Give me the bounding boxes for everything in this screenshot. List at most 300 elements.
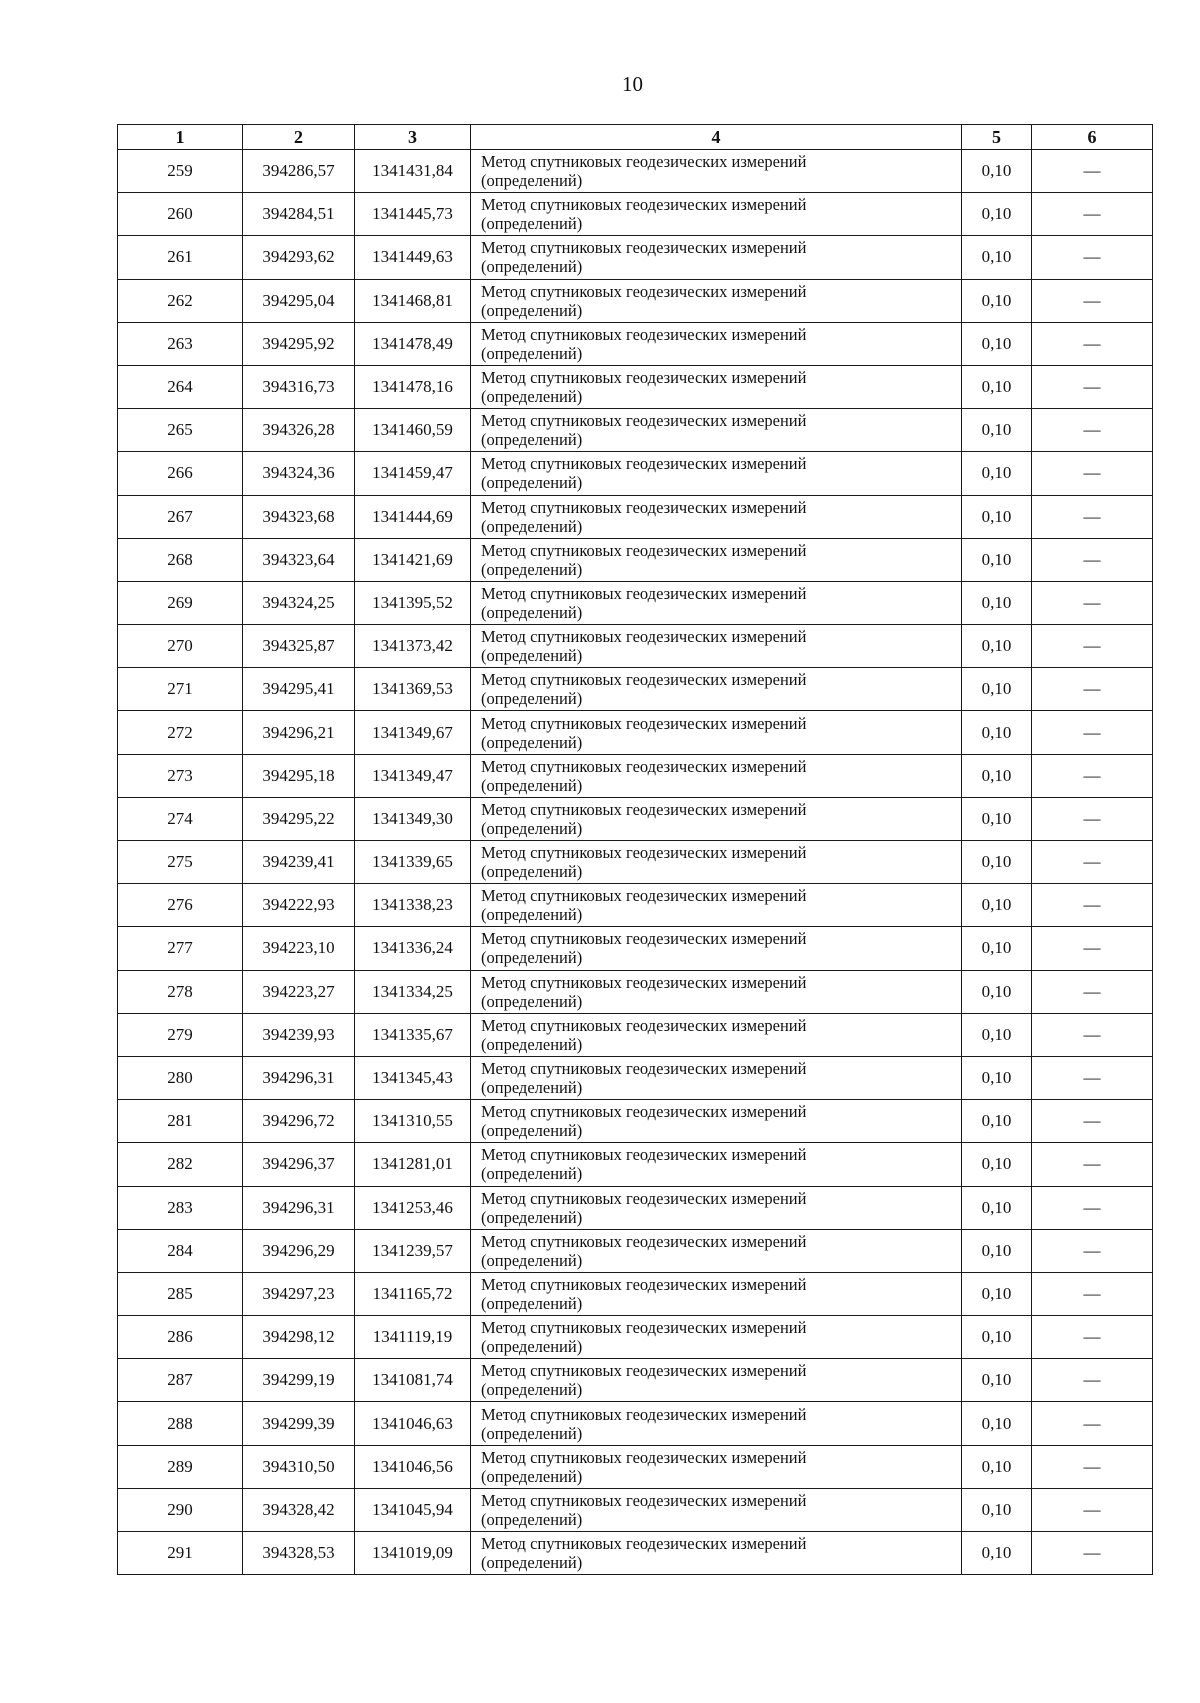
method-text-line-1: Метод спутниковых геодезических измерений: [481, 1490, 807, 1510]
method-cell: [471, 452, 962, 495]
table-row: [118, 1143, 1153, 1186]
column-6-cell: —: [1032, 1488, 1153, 1531]
method-text-line-2: (определений): [481, 1553, 583, 1573]
accuracy-cell: 0,10: [962, 625, 1032, 668]
method-cell: [471, 668, 962, 711]
x-coordinate-cell: 394295,41: [243, 668, 355, 711]
y-coordinate-cell: 1341335,67: [355, 1013, 471, 1056]
method-text-line-2: (определений): [481, 171, 583, 191]
method-cell: [471, 279, 962, 322]
method-text-line-2: (определений): [481, 732, 583, 752]
column-6-cell: —: [1032, 452, 1153, 495]
table-row: [118, 1316, 1153, 1359]
method-text-line-1: Метод спутниковых геодезических измерений: [481, 1015, 807, 1035]
table-row: [118, 625, 1153, 668]
column-6-cell: —: [1032, 538, 1153, 581]
method-text-line-2: (определений): [481, 1121, 583, 1141]
x-coordinate-cell: 394328,53: [243, 1532, 355, 1575]
point-number-cell: 289: [118, 1445, 243, 1488]
method-text-line-2: (определений): [481, 689, 583, 709]
method-text-line-1: Метод спутниковых геодезических измерений: [481, 1318, 807, 1338]
accuracy-cell: 0,10: [962, 1100, 1032, 1143]
table-body: [118, 150, 1153, 1575]
y-coordinate-cell: 1341445,73: [355, 193, 471, 236]
method-text-line-2: (определений): [481, 387, 583, 407]
y-coordinate-cell: 1341349,47: [355, 754, 471, 797]
x-coordinate-cell: 394297,23: [243, 1272, 355, 1315]
point-number-cell: 281: [118, 1100, 243, 1143]
table-row: [118, 581, 1153, 624]
method-cell: [471, 1100, 962, 1143]
x-coordinate-cell: 394323,64: [243, 538, 355, 581]
method-text-line-1: Метод спутниковых геодезических измерений: [481, 583, 807, 603]
point-number-cell: 268: [118, 538, 243, 581]
method-text-line-2: (определений): [481, 1207, 583, 1227]
accuracy-cell: 0,10: [962, 1272, 1032, 1315]
table-row: [118, 711, 1153, 754]
y-coordinate-cell: 1341019,09: [355, 1532, 471, 1575]
column-6-cell: —: [1032, 1056, 1153, 1099]
column-6-cell: —: [1032, 279, 1153, 322]
x-coordinate-cell: 394296,29: [243, 1229, 355, 1272]
method-text-line-2: (определений): [481, 1509, 583, 1529]
method-cell: [471, 970, 962, 1013]
method-text-line-2: (определений): [481, 991, 583, 1011]
x-coordinate-cell: 394223,10: [243, 927, 355, 970]
column-6-cell: —: [1032, 1186, 1153, 1229]
accuracy-cell: 0,10: [962, 668, 1032, 711]
x-coordinate-cell: 394296,37: [243, 1143, 355, 1186]
method-text-line-2: (определений): [481, 818, 583, 838]
point-number-cell: 270: [118, 625, 243, 668]
page-number: 10: [622, 72, 643, 96]
x-coordinate-cell: 394310,50: [243, 1445, 355, 1488]
method-cell: [471, 1445, 962, 1488]
y-coordinate-cell: 1341459,47: [355, 452, 471, 495]
table-row: [118, 236, 1153, 279]
table-row: [118, 279, 1153, 322]
point-number-cell: 263: [118, 322, 243, 365]
method-text-line-1: Метод спутниковых геодезических измерений: [481, 497, 807, 517]
point-number-cell: 260: [118, 193, 243, 236]
method-text-line-2: (определений): [481, 473, 583, 493]
accuracy-cell: 0,10: [962, 1532, 1032, 1575]
x-coordinate-cell: 394239,93: [243, 1013, 355, 1056]
y-coordinate-cell: 1341468,81: [355, 279, 471, 322]
table-row: [118, 927, 1153, 970]
point-number-cell: 279: [118, 1013, 243, 1056]
accuracy-cell: 0,10: [962, 538, 1032, 581]
x-coordinate-cell: 394223,27: [243, 970, 355, 1013]
accuracy-cell: 0,10: [962, 322, 1032, 365]
point-number-cell: 285: [118, 1272, 243, 1315]
method-cell: [471, 711, 962, 754]
y-coordinate-cell: 1341239,57: [355, 1229, 471, 1272]
column-6-cell: —: [1032, 581, 1153, 624]
y-coordinate-cell: 1341165,72: [355, 1272, 471, 1315]
method-cell: [471, 1186, 962, 1229]
table-row: [118, 538, 1153, 581]
method-text-line-2: (определений): [481, 214, 583, 234]
method-cell: [471, 1143, 962, 1186]
method-text-line-1: Метод спутниковых геодезических измерений: [481, 756, 807, 776]
table-row: [118, 495, 1153, 538]
accuracy-cell: 0,10: [962, 841, 1032, 884]
accuracy-cell: 0,10: [962, 495, 1032, 538]
point-number-cell: 272: [118, 711, 243, 754]
point-number-cell: 283: [118, 1186, 243, 1229]
method-cell: [471, 927, 962, 970]
accuracy-cell: 0,10: [962, 927, 1032, 970]
method-text-line-1: Метод спутниковых геодезических измерений: [481, 152, 807, 172]
point-number-cell: 259: [118, 150, 243, 193]
x-coordinate-cell: 394328,42: [243, 1488, 355, 1531]
method-text-line-1: Метод спутниковых геодезических измерений: [481, 972, 807, 992]
method-text-line-2: (определений): [481, 646, 583, 666]
point-number-cell: 291: [118, 1532, 243, 1575]
column-header-5: 5: [962, 125, 1032, 150]
accuracy-cell: 0,10: [962, 365, 1032, 408]
point-number-cell: 288: [118, 1402, 243, 1445]
accuracy-cell: 0,10: [962, 279, 1032, 322]
accuracy-cell: 0,10: [962, 1402, 1032, 1445]
column-6-cell: —: [1032, 668, 1153, 711]
method-text-line-2: (определений): [481, 1337, 583, 1357]
method-cell: [471, 1488, 962, 1531]
column-header-4: 4: [471, 125, 962, 150]
table-row: [118, 884, 1153, 927]
accuracy-cell: 0,10: [962, 1488, 1032, 1531]
column-6-cell: —: [1032, 841, 1153, 884]
method-text-line-1: Метод спутниковых геодезических измерений: [481, 627, 807, 647]
column-6-cell: —: [1032, 625, 1153, 668]
method-text-line-2: (определений): [481, 602, 583, 622]
accuracy-cell: 0,10: [962, 711, 1032, 754]
accuracy-cell: 0,10: [962, 409, 1032, 452]
point-number-cell: 266: [118, 452, 243, 495]
table-row: [118, 1532, 1153, 1575]
x-coordinate-cell: 394325,87: [243, 625, 355, 668]
y-coordinate-cell: 1341045,94: [355, 1488, 471, 1531]
point-number-cell: 267: [118, 495, 243, 538]
method-cell: [471, 754, 962, 797]
y-coordinate-cell: 1341369,53: [355, 668, 471, 711]
method-text-line-2: (определений): [481, 1078, 583, 1098]
table-header-row: [118, 125, 1153, 150]
point-number-cell: 280: [118, 1056, 243, 1099]
column-header-1: 1: [118, 125, 243, 150]
method-cell: [471, 1229, 962, 1272]
method-cell: [471, 1316, 962, 1359]
y-coordinate-cell: 1341449,63: [355, 236, 471, 279]
table-row: [118, 409, 1153, 452]
method-cell: [471, 365, 962, 408]
column-header-2: 2: [243, 125, 355, 150]
column-6-cell: —: [1032, 1100, 1153, 1143]
column-6-cell: —: [1032, 1359, 1153, 1402]
table-row: [118, 1488, 1153, 1531]
table-row: [118, 193, 1153, 236]
x-coordinate-cell: 394324,36: [243, 452, 355, 495]
x-coordinate-cell: 394293,62: [243, 236, 355, 279]
method-text-line-2: (определений): [481, 343, 583, 363]
y-coordinate-cell: 1341334,25: [355, 970, 471, 1013]
y-coordinate-cell: 1341349,30: [355, 797, 471, 840]
point-number-cell: 284: [118, 1229, 243, 1272]
x-coordinate-cell: 394239,41: [243, 841, 355, 884]
method-text-line-1: Метод спутниковых геодезических измерений: [481, 1059, 807, 1079]
y-coordinate-cell: 1341119,19: [355, 1316, 471, 1359]
method-text-line-2: (определений): [481, 516, 583, 536]
table-row: [118, 365, 1153, 408]
x-coordinate-cell: 394299,39: [243, 1402, 355, 1445]
method-text-line-2: (определений): [481, 1164, 583, 1184]
table-row: [118, 452, 1153, 495]
y-coordinate-cell: 1341478,16: [355, 365, 471, 408]
column-6-cell: —: [1032, 970, 1153, 1013]
method-text-line-2: (определений): [481, 1034, 583, 1054]
table-row: [118, 150, 1153, 193]
x-coordinate-cell: 394316,73: [243, 365, 355, 408]
y-coordinate-cell: 1341431,84: [355, 150, 471, 193]
y-coordinate-cell: 1341310,55: [355, 1100, 471, 1143]
method-cell: [471, 1532, 962, 1575]
table-row: [118, 1100, 1153, 1143]
method-cell: [471, 841, 962, 884]
column-6-cell: —: [1032, 1316, 1153, 1359]
method-text-line-1: Метод спутниковых геодезических измерений: [481, 1361, 807, 1381]
method-cell: [471, 581, 962, 624]
method-text-line-1: Метод спутниковых геодезических измерений: [481, 1145, 807, 1165]
accuracy-cell: 0,10: [962, 452, 1032, 495]
column-6-cell: —: [1032, 1445, 1153, 1488]
column-6-cell: —: [1032, 150, 1153, 193]
accuracy-cell: 0,10: [962, 1229, 1032, 1272]
column-6-cell: —: [1032, 495, 1153, 538]
method-cell: [471, 322, 962, 365]
column-6-cell: —: [1032, 927, 1153, 970]
accuracy-cell: 0,10: [962, 1445, 1032, 1488]
method-cell: [471, 1013, 962, 1056]
method-cell: [471, 495, 962, 538]
table-row: [118, 1229, 1153, 1272]
method-text-line-1: Метод спутниковых геодезических измерений: [481, 1102, 807, 1122]
column-6-cell: —: [1032, 1532, 1153, 1575]
method-text-line-2: (определений): [481, 430, 583, 450]
column-6-cell: —: [1032, 1272, 1153, 1315]
accuracy-cell: 0,10: [962, 193, 1032, 236]
method-text-line-1: Метод спутниковых геодезических измерений: [481, 195, 807, 215]
y-coordinate-cell: 1341373,42: [355, 625, 471, 668]
point-number-cell: 287: [118, 1359, 243, 1402]
column-6-cell: —: [1032, 1143, 1153, 1186]
column-6-cell: —: [1032, 409, 1153, 452]
column-6-cell: —: [1032, 754, 1153, 797]
table-row: [118, 1186, 1153, 1229]
x-coordinate-cell: 394295,04: [243, 279, 355, 322]
method-text-line-1: Метод спутниковых геодезических измерений: [481, 1534, 807, 1554]
y-coordinate-cell: 1341345,43: [355, 1056, 471, 1099]
table-row: [118, 668, 1153, 711]
method-text-line-1: Метод спутниковых геодезических измерений: [481, 411, 807, 431]
column-6-cell: —: [1032, 236, 1153, 279]
method-text-line-2: (определений): [481, 300, 583, 320]
method-text-line-1: Метод спутниковых геодезических измерений: [481, 843, 807, 863]
y-coordinate-cell: 1341281,01: [355, 1143, 471, 1186]
table-row: [118, 1013, 1153, 1056]
method-text-line-1: Метод спутниковых геодезических измерений: [481, 929, 807, 949]
method-cell: [471, 1272, 962, 1315]
method-text-line-2: (определений): [481, 1293, 583, 1313]
y-coordinate-cell: 1341046,56: [355, 1445, 471, 1488]
accuracy-cell: 0,10: [962, 797, 1032, 840]
table-row: [118, 1445, 1153, 1488]
method-text-line-1: Метод спутниковых геодезических измерений: [481, 1447, 807, 1467]
y-coordinate-cell: 1341349,67: [355, 711, 471, 754]
method-text-line-1: Метод спутниковых геодезических измерений: [481, 1231, 807, 1251]
method-text-line-2: (определений): [481, 559, 583, 579]
table-row: [118, 841, 1153, 884]
column-6-cell: —: [1032, 322, 1153, 365]
column-header-3: 3: [355, 125, 471, 150]
y-coordinate-cell: 1341253,46: [355, 1186, 471, 1229]
method-text-line-2: (определений): [481, 1466, 583, 1486]
y-coordinate-cell: 1341460,59: [355, 409, 471, 452]
method-text-line-2: (определений): [481, 1250, 583, 1270]
y-coordinate-cell: 1341339,65: [355, 841, 471, 884]
x-coordinate-cell: 394296,31: [243, 1186, 355, 1229]
x-coordinate-cell: 394296,21: [243, 711, 355, 754]
point-number-cell: 273: [118, 754, 243, 797]
point-number-cell: 274: [118, 797, 243, 840]
method-text-line-2: (определений): [481, 905, 583, 925]
point-number-cell: 269: [118, 581, 243, 624]
accuracy-cell: 0,10: [962, 884, 1032, 927]
method-cell: [471, 884, 962, 927]
method-cell: [471, 625, 962, 668]
accuracy-cell: 0,10: [962, 1316, 1032, 1359]
method-cell: [471, 1056, 962, 1099]
method-text-line-1: Метод спутниковых геодезических измерений: [481, 281, 807, 301]
method-cell: [471, 797, 962, 840]
point-number-cell: 278: [118, 970, 243, 1013]
coordinates-table: [117, 124, 1153, 1575]
method-text-line-1: Метод спутниковых геодезических измерений: [481, 324, 807, 344]
point-number-cell: 264: [118, 365, 243, 408]
method-cell: [471, 150, 962, 193]
point-number-cell: 261: [118, 236, 243, 279]
x-coordinate-cell: 394222,93: [243, 884, 355, 927]
method-text-line-1: Метод спутниковых геодезических измерений: [481, 454, 807, 474]
column-6-cell: —: [1032, 1013, 1153, 1056]
method-cell: [471, 1402, 962, 1445]
method-text-line-2: (определений): [481, 948, 583, 968]
accuracy-cell: 0,10: [962, 754, 1032, 797]
accuracy-cell: 0,10: [962, 970, 1032, 1013]
accuracy-cell: 0,10: [962, 1143, 1032, 1186]
method-text-line-1: Метод спутниковых геодезических измерений: [481, 1188, 807, 1208]
accuracy-cell: 0,10: [962, 150, 1032, 193]
y-coordinate-cell: 1341081,74: [355, 1359, 471, 1402]
point-number-cell: 276: [118, 884, 243, 927]
method-text-line-1: Метод спутниковых геодезических измерений: [481, 540, 807, 560]
y-coordinate-cell: 1341336,24: [355, 927, 471, 970]
method-text-line-2: (определений): [481, 1423, 583, 1443]
method-text-line-1: Метод спутниковых геодезических измерений: [481, 886, 807, 906]
x-coordinate-cell: 394298,12: [243, 1316, 355, 1359]
table-row: [118, 970, 1153, 1013]
method-cell: [471, 193, 962, 236]
x-coordinate-cell: 394299,19: [243, 1359, 355, 1402]
column-header-6: 6: [1032, 125, 1153, 150]
point-number-cell: 282: [118, 1143, 243, 1186]
point-number-cell: 262: [118, 279, 243, 322]
column-6-cell: —: [1032, 1229, 1153, 1272]
x-coordinate-cell: 394324,25: [243, 581, 355, 624]
column-6-cell: —: [1032, 365, 1153, 408]
point-number-cell: 265: [118, 409, 243, 452]
method-text-line-2: (определений): [481, 775, 583, 795]
y-coordinate-cell: 1341395,52: [355, 581, 471, 624]
accuracy-cell: 0,10: [962, 1186, 1032, 1229]
y-coordinate-cell: 1341478,49: [355, 322, 471, 365]
accuracy-cell: 0,10: [962, 1013, 1032, 1056]
accuracy-cell: 0,10: [962, 1359, 1032, 1402]
point-number-cell: 275: [118, 841, 243, 884]
method-text-line-2: (определений): [481, 257, 583, 277]
point-number-cell: 277: [118, 927, 243, 970]
table-row: [118, 322, 1153, 365]
y-coordinate-cell: 1341421,69: [355, 538, 471, 581]
method-text-line-1: Метод спутниковых геодезических измерений: [481, 799, 807, 819]
accuracy-cell: 0,10: [962, 236, 1032, 279]
column-6-cell: —: [1032, 193, 1153, 236]
table-row: [118, 1402, 1153, 1445]
x-coordinate-cell: 394296,72: [243, 1100, 355, 1143]
point-number-cell: 286: [118, 1316, 243, 1359]
point-number-cell: 271: [118, 668, 243, 711]
table-row: [118, 1056, 1153, 1099]
x-coordinate-cell: 394295,18: [243, 754, 355, 797]
point-number-cell: 290: [118, 1488, 243, 1531]
method-text-line-1: Метод спутниковых геодезических измерений: [481, 1404, 807, 1424]
x-coordinate-cell: 394284,51: [243, 193, 355, 236]
y-coordinate-cell: 1341338,23: [355, 884, 471, 927]
table-row: [118, 1272, 1153, 1315]
x-coordinate-cell: 394323,68: [243, 495, 355, 538]
table-row: [118, 797, 1153, 840]
accuracy-cell: 0,10: [962, 581, 1032, 624]
method-text-line-1: Метод спутниковых геодезических измерений: [481, 713, 807, 733]
method-text-line-1: Метод спутниковых геодезических измерений: [481, 670, 807, 690]
method-cell: [471, 1359, 962, 1402]
method-cell: [471, 236, 962, 279]
accuracy-cell: 0,10: [962, 1056, 1032, 1099]
method-text-line-1: Метод спутниковых геодезических измерений: [481, 1274, 807, 1294]
column-6-cell: —: [1032, 884, 1153, 927]
method-cell: [471, 538, 962, 581]
x-coordinate-cell: 394295,22: [243, 797, 355, 840]
method-cell: [471, 409, 962, 452]
x-coordinate-cell: 394296,31: [243, 1056, 355, 1099]
x-coordinate-cell: 394295,92: [243, 322, 355, 365]
method-text-line-1: Метод спутниковых геодезических измерений: [481, 368, 807, 388]
column-6-cell: —: [1032, 711, 1153, 754]
column-6-cell: —: [1032, 1402, 1153, 1445]
table-row: [118, 754, 1153, 797]
y-coordinate-cell: 1341444,69: [355, 495, 471, 538]
x-coordinate-cell: 394326,28: [243, 409, 355, 452]
